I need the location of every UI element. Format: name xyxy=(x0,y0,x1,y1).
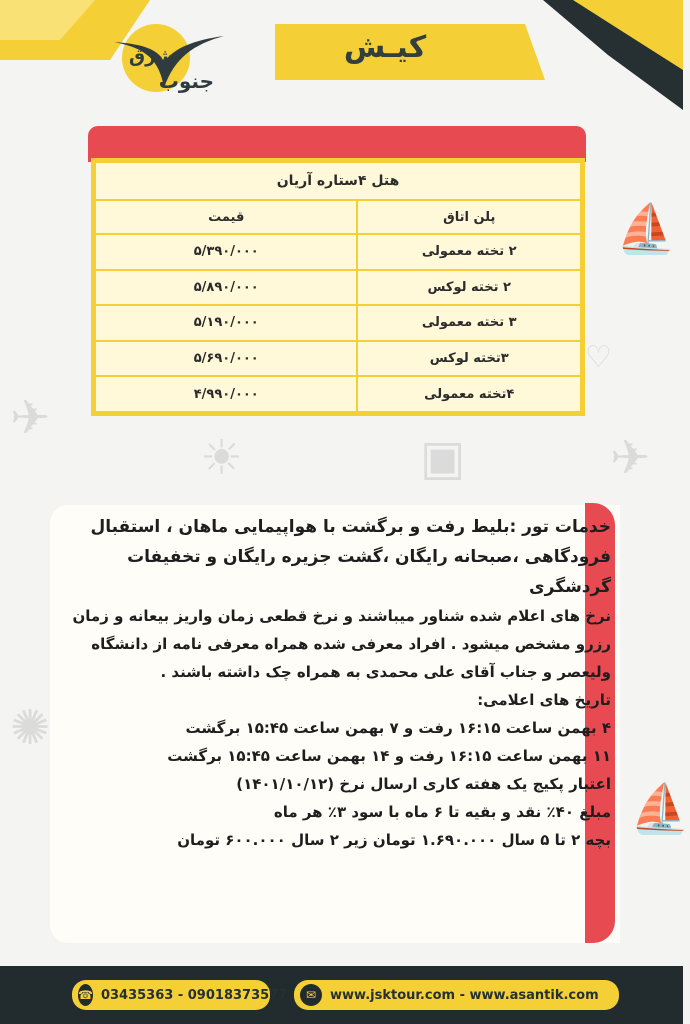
dates-title: تاریخ های اعلامی: xyxy=(477,691,611,709)
hotel-title: هتل ۴ستاره آریان xyxy=(95,162,581,200)
date-line-1: ۴ بهمن ساعت ۱۶:۱۵ رفت و ۷ بهمن ساعت ۱۵:۴۵ برگشت xyxy=(185,719,611,737)
room-price: ۵/۶۹۰/۰۰۰ xyxy=(95,341,357,377)
date-line-2: ۱۱ بهمن ساعت ۱۶:۱۵ رفت و ۱۴ بهمن ساعت ۱۵:۴۵ برگشت xyxy=(167,747,611,765)
logo-text-top: شرق xyxy=(129,46,174,67)
price-table xyxy=(91,158,585,416)
table-row xyxy=(95,376,581,412)
room-price: ۵/۱۹۰/۰۰۰ xyxy=(95,305,357,341)
phone-numbers[interactable]: 03435363 - 09018373577 xyxy=(100,987,288,1003)
column-header-price: قیمت xyxy=(95,200,357,234)
table-row xyxy=(95,270,581,306)
brand-logo xyxy=(104,18,264,98)
bag-doodle-icon: ▣ xyxy=(420,430,466,486)
tour-services: خدمات تور :بلیط رفت و برگشت با هواپیمایی ماهان ، استقبال فرودگاهی ،صبحانه رایگان ،گشت جزیره رایگان و تخفیفات گردشگری xyxy=(90,517,611,597)
payment-line: مبلغ ۴۰٪ نقد و بقیه تا ۶ ماه با سود ۳٪ هر ماه xyxy=(273,803,611,821)
room-price: ۴/۹۹۰/۰۰۰ xyxy=(95,376,357,412)
website-pill[interactable] xyxy=(294,980,619,1010)
room-plan: ۲ تخته معمولی xyxy=(357,234,581,270)
sailboat-doodle-icon: ⛵ xyxy=(616,201,676,257)
airplane-doodle-icon-2: ✈ xyxy=(610,430,651,486)
sailboat-doodle-icon-2: ⛵ xyxy=(630,781,690,837)
phone-pill[interactable] xyxy=(72,980,288,1010)
room-plan: ۴تخته معمولی xyxy=(357,376,581,412)
room-plan: ۳تخته لوکس xyxy=(357,341,581,377)
page-title: کیـش xyxy=(343,30,427,65)
website-links[interactable]: www.jsktour.com - www.asantik.com xyxy=(330,987,599,1003)
price-note: نرخ های اعلام شده شناور میباشند و نرخ قطعی زمان واریز بیعانه و زمان رزرو مشخص میشود . افراد معرفی شده همراه معرفی نامه از دانشگاه ولیعصر و جناب آقای علی محمدی به همراه چک داشته باشند . xyxy=(72,607,611,681)
table-row xyxy=(95,305,581,341)
children-price-line: بچه ۲ تا ۵ سال ۱.۶۹۰.۰۰۰ تومان زیر ۲ سال ۶۰۰.۰۰۰ تومان xyxy=(177,831,611,849)
mail-icon: ✉ xyxy=(300,984,322,1006)
table-row xyxy=(95,341,581,377)
heart-doodle-icon: ♡ xyxy=(585,340,612,375)
info-text xyxy=(66,512,611,854)
table-row xyxy=(95,234,581,270)
column-header-plan: پلن اتاق xyxy=(357,200,581,234)
room-price: ۵/۳۹۰/۰۰۰ xyxy=(95,234,357,270)
phone-icon: ☎ xyxy=(78,984,93,1006)
compass-doodle-icon: ✺ xyxy=(10,700,51,756)
validity-line: اعتبار پکیج یک هفته کاری ارسال نرخ (۱۴۰۱/۱۰/۱۲) xyxy=(236,775,611,793)
room-price: ۵/۸۹۰/۰۰۰ xyxy=(95,270,357,306)
room-plan: ۳ تخته معمولی xyxy=(357,305,581,341)
table-header-tab xyxy=(88,126,586,162)
logo-text-bottom: جنوب xyxy=(158,69,214,93)
palm-doodle-icon: ☀ xyxy=(200,430,244,486)
airplane-doodle-icon: ✈ xyxy=(10,390,51,446)
room-plan: ۲ تخته لوکس xyxy=(357,270,581,306)
